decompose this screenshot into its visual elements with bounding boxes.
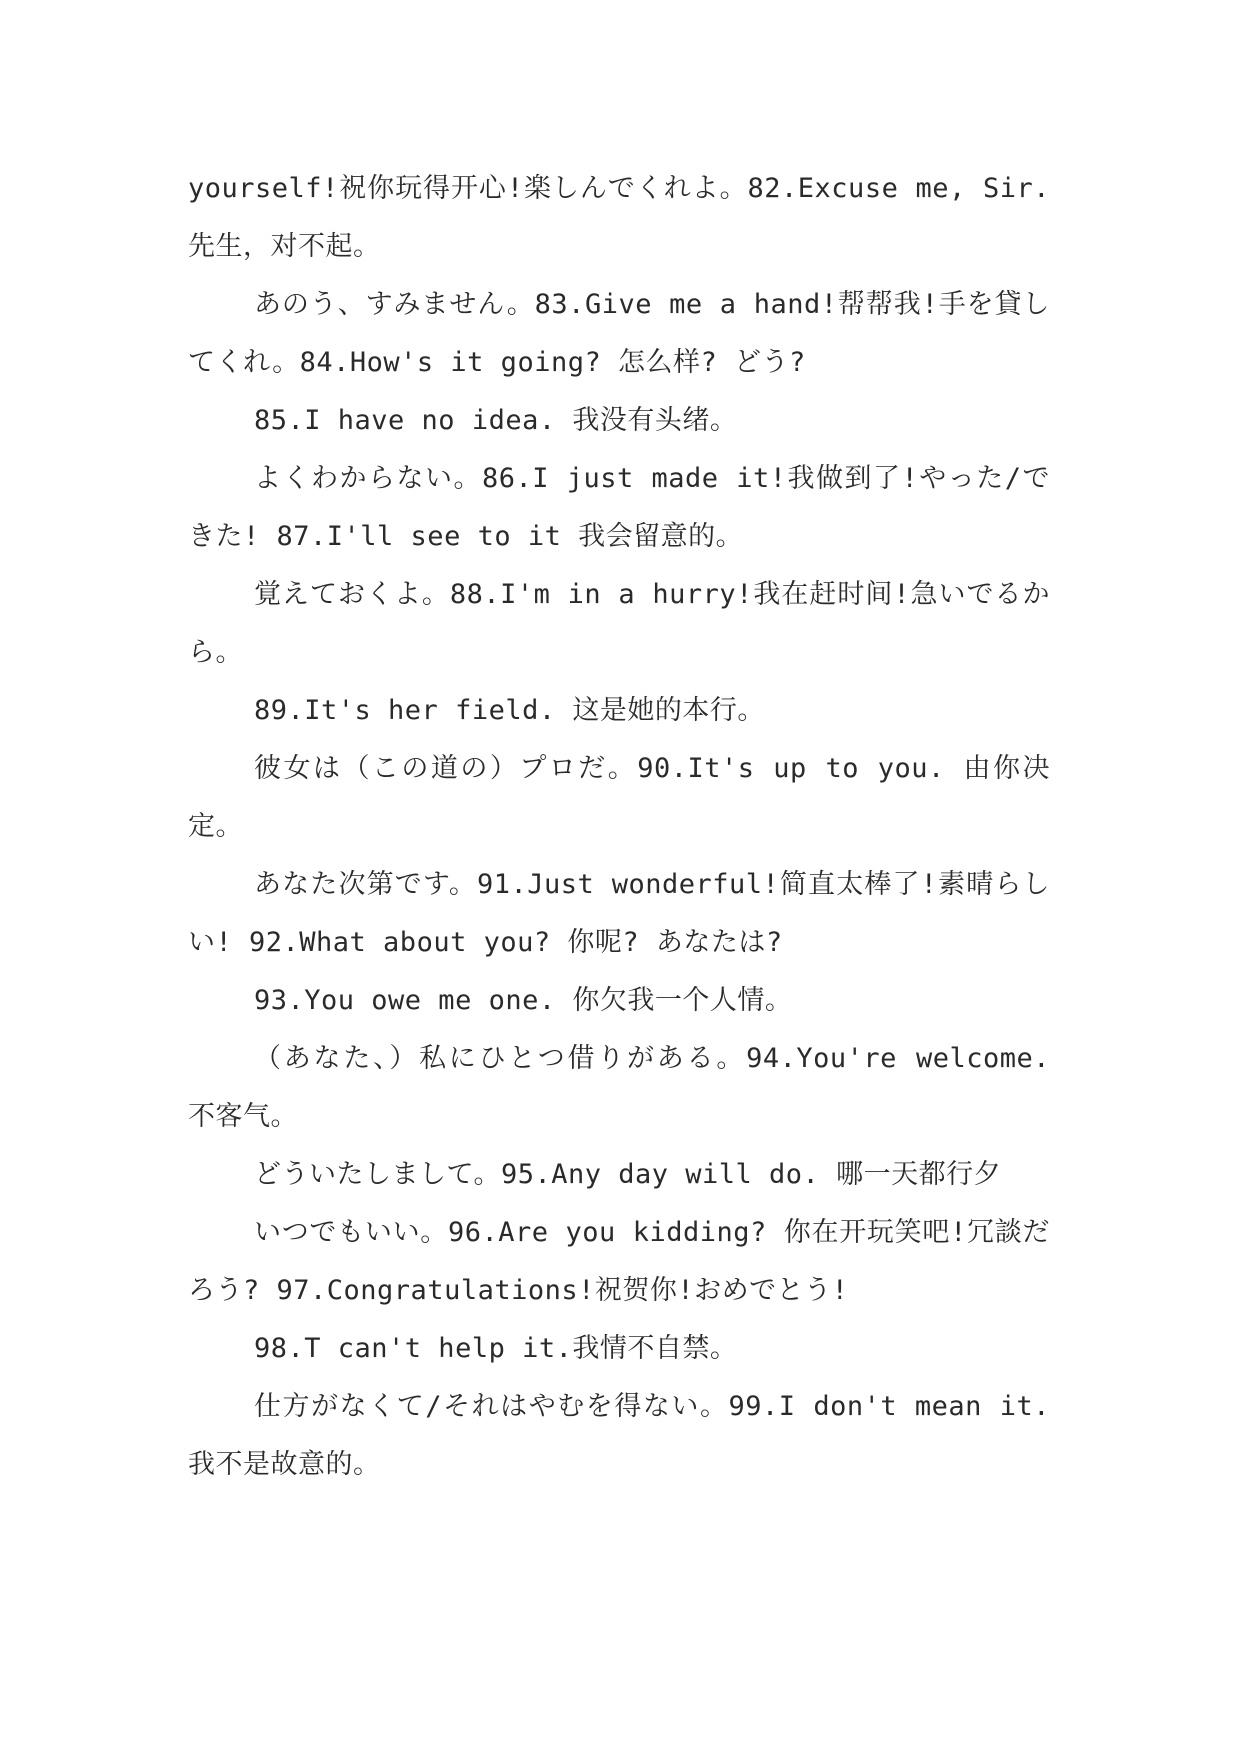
paragraph-6: 89.It's her field. 这是她的本行。 <box>254 695 765 726</box>
paragraph-9: 93.You owe me one. 你欠我一个人情。 <box>254 985 793 1016</box>
paragraph-13: 98.T can't help it.我情不自禁。 <box>254 1333 738 1364</box>
paragraph-11: どういたしまして。95.Any day will do. 哪一天都行夕 <box>254 1159 1002 1190</box>
paragraph-3: 85.I have no idea. 我没有头绪。 <box>254 405 738 436</box>
paragraph-14: 仕方がなくて/それはやむを得ない。99.I don't mean it.我不是故意的。 <box>188 1391 1050 1480</box>
paragraph-2: あのう、すみません。83.Give me a hand!帮帮我!手を貸してくれ。84.How's it going? 怎么样? どう? <box>188 289 1050 378</box>
paragraph-1: yourself!祝你玩得开心!楽しんでくれよ。82.Excuse me, Sir. 先生，对不起。 <box>188 173 1050 262</box>
paragraph-12: いつでもいい。96.Are you kidding? 你在开玩笑吧!冗談だろう? 97.Congratulations!祝贺你!おめでとう! <box>188 1217 1050 1306</box>
paragraph-10: （あなた、）私にひとつ借りがある。94.You're welcome. 不客气。 <box>188 1043 1050 1132</box>
paragraph-4: よくわからない。86.I just made it!我做到了!やった/できた! 87.I'll see to it 我会留意的。 <box>188 463 1050 552</box>
paragraph-8: あなた次第です。91.Just wonderful!简直太棒了!素晴らしい! 92.What about you? 你呢? あなたは? <box>188 869 1050 958</box>
document-body <box>188 160 1050 1494</box>
paragraph-5: 覚えておくよ。88.I'm in a hurry!我在赶时间!急いでるから。 <box>188 579 1050 668</box>
paragraph-7: 彼女は（この道の）プロだ。90.It's up to you. 由你决定。 <box>188 753 1050 842</box>
